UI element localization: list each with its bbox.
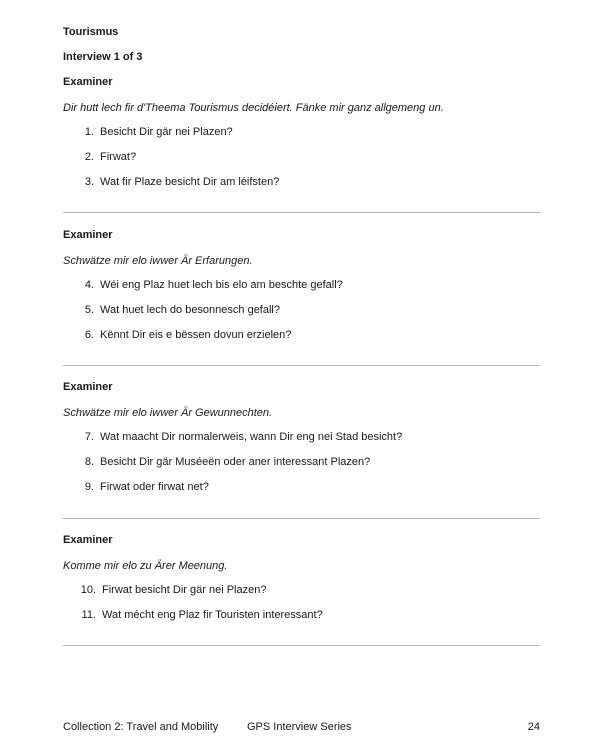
question-text: Besicht Dir gär nei Plazen?	[100, 126, 233, 138]
question-list	[63, 126, 540, 201]
question-number: 1.	[84, 126, 94, 138]
section-prompt: Schwätze mir elo iwwer Är Erfarungen.	[63, 255, 253, 267]
question-number: 8.	[84, 456, 94, 468]
question-item	[63, 456, 540, 481]
question-item	[63, 126, 540, 151]
question-item	[63, 279, 540, 304]
question-text: Wéi eng Plaz huet lech bis elo am beschte gefall?	[100, 279, 343, 291]
question-item	[63, 176, 540, 201]
section-divider	[63, 212, 540, 213]
question-number: 6.	[84, 329, 94, 341]
question-number: 3.	[84, 176, 94, 188]
interview-label: Interview 1 of 3	[63, 51, 143, 63]
section-2	[63, 229, 540, 354]
footer-collection: Collection 2: Travel and Mobility	[63, 721, 219, 733]
page-number: 24	[527, 721, 540, 733]
section-divider	[63, 365, 540, 366]
question-list	[63, 431, 540, 506]
section-prompt: Schwätze mir elo iwwer Är Gewunnechten.	[63, 407, 273, 419]
role-label: Examiner	[63, 381, 113, 393]
question-item	[63, 609, 540, 634]
question-text: Wat mécht eng Plaz fir Touristen interessant?	[102, 609, 323, 621]
question-number: 10.	[80, 584, 96, 596]
question-item	[63, 431, 540, 456]
question-item	[63, 151, 540, 176]
question-number: 2.	[84, 151, 94, 163]
question-item	[63, 584, 540, 609]
section-divider	[63, 645, 540, 646]
role-label: Examiner	[63, 534, 113, 546]
question-number: 5.	[84, 304, 94, 316]
question-text: Wat huet lech do besonnesch gefall?	[100, 304, 280, 316]
question-text: Firwat?	[100, 151, 137, 163]
question-number: 11.	[81, 609, 96, 621]
question-text: Besicht Dir gär Muséeën oder aner interessant Plazen?	[100, 456, 371, 468]
section-1	[63, 76, 540, 201]
question-text: Firwat oder firwat net?	[100, 481, 209, 493]
role-label: Examiner	[63, 76, 113, 88]
section-4	[63, 534, 540, 634]
section-3	[63, 381, 540, 506]
question-text: Wat maacht Dir normalerweis, wann Dir eng nei Stad besicht?	[100, 431, 403, 443]
question-item	[63, 329, 540, 354]
question-text: Kënnt Dir eis e bëssen dovun erzielen?	[100, 329, 292, 341]
role-label: Examiner	[63, 229, 113, 241]
section-prompt: Dir hutt lech fir d'Theema Tourismus decidéiert. Fänke mir ganz allgemeng un.	[63, 102, 444, 114]
footer-series: GPS Interview Series	[247, 721, 352, 733]
question-number: 4.	[84, 279, 94, 291]
section-divider	[63, 518, 540, 519]
question-list	[63, 584, 540, 634]
question-text: Firwat besicht Dir gär nei Plazen?	[102, 584, 267, 596]
question-list	[63, 279, 540, 354]
page-title: Tourismus	[63, 26, 119, 38]
question-number: 7.	[84, 431, 94, 443]
question-text: Wat fir Plaze besicht Dir am léifsten?	[100, 176, 280, 188]
question-item	[63, 304, 540, 329]
page-footer	[63, 721, 540, 733]
question-number: 9.	[84, 481, 94, 493]
question-item	[63, 481, 540, 506]
section-prompt: Komme mir elo zu Ärer Meenung.	[63, 560, 228, 572]
